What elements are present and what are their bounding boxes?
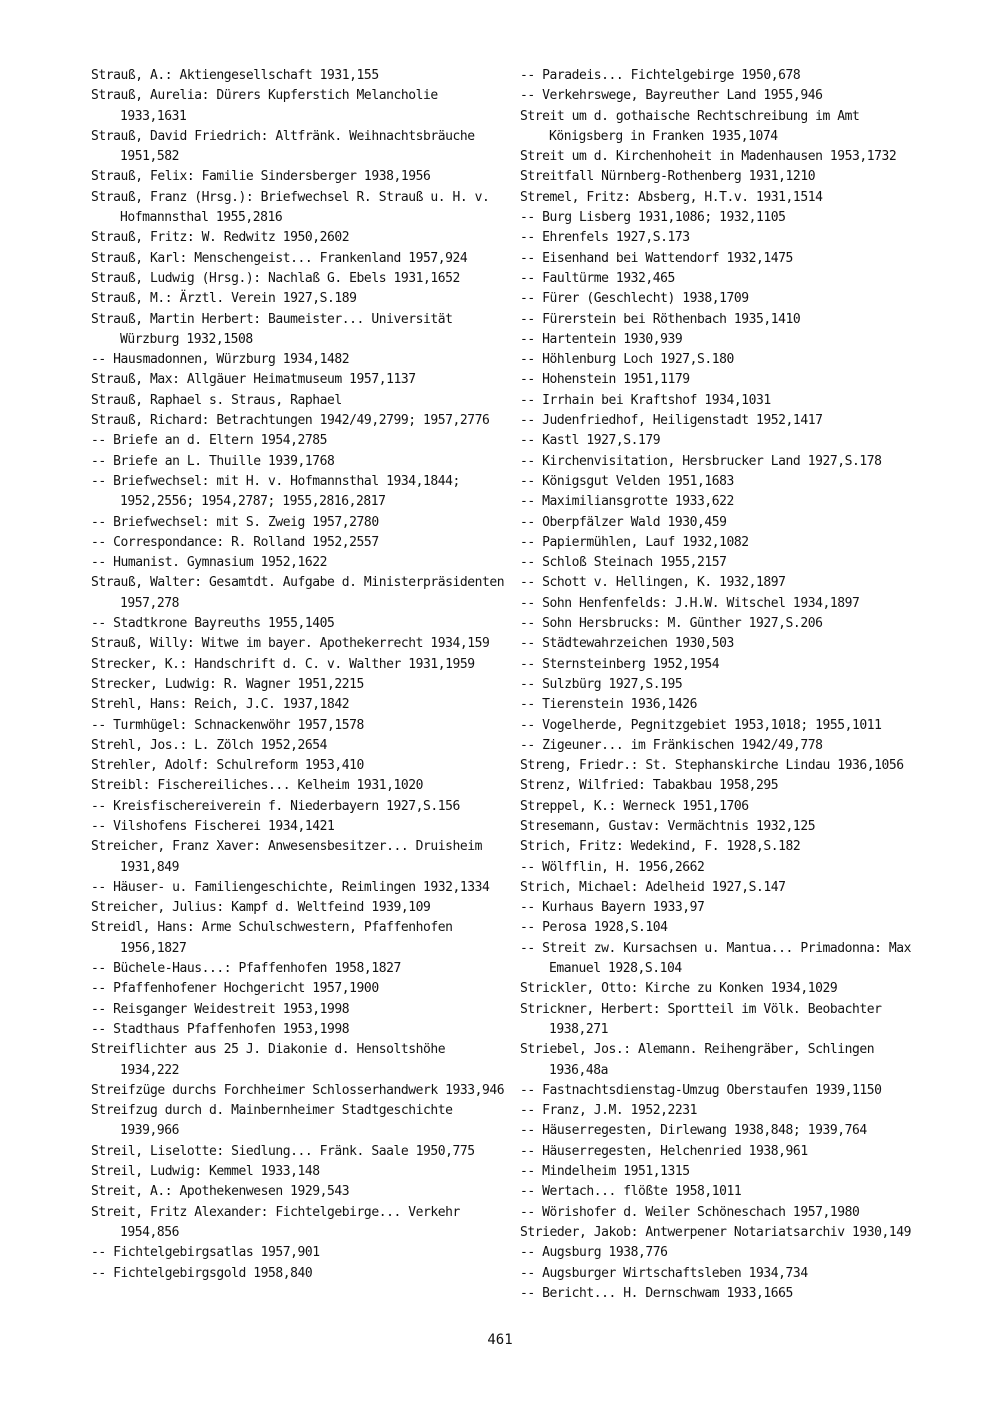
index-entry: Streil, Ludwig: Kemmel 1933,148 <box>91 1164 320 1180</box>
index-entry: Streitfall Nürnberg-Rothenberg 1931,1210 <box>520 169 816 185</box>
index-entry: Strehler, Adolf: Schulreform 1953,410 <box>91 758 364 774</box>
index-entry: -- Häuserregesten, Dirlewang 1938,848; 1939,764 <box>520 1123 867 1139</box>
index-entry: -- Oberpfälzer Wald 1930,459 <box>520 514 727 530</box>
index-entry: Strecker, Ludwig: R. Wagner 1951,2215 <box>91 676 364 692</box>
index-entry: -- Briefwechsel: mit H. v. Hofmannsthal 1934,1844; 1952,2556; 1954,2787; 1955,2816,2817 <box>91 473 460 510</box>
index-entry: -- Königsgut Velden 1951,1683 <box>520 473 734 489</box>
index-entry: -- Eisenhand bei Wattendorf 1932,1475 <box>520 250 793 266</box>
right-index-column <box>520 66 940 1304</box>
index-entry: Streil, Liselotte: Siedlung... Fränk. Saale 1950,775 <box>91 1143 475 1159</box>
index-entry: Stresemann, Gustav: Vermächtnis 1932,125 <box>520 818 816 834</box>
index-entry: Streidl, Hans: Arme Schulschwestern, Pfaffenhofen 1956,1827 <box>91 920 453 956</box>
index-entry: Strauß, Willy: Witwe im bayer. Apothekerrecht 1934,159 <box>91 636 490 652</box>
page-number: 461 <box>487 1332 513 1348</box>
index-entry: Strich, Michael: Adelheid 1927,S.147 <box>520 879 786 895</box>
index-entry: -- Tierenstein 1936,1426 <box>520 697 698 713</box>
index-entry: Stremel, Fritz: Absberg, H.T.v. 1931,1514 <box>520 189 823 205</box>
index-entry: -- Kastl 1927,S.179 <box>520 433 661 449</box>
index-entry: Strauß, Fritz: W. Redwitz 1950,2602 <box>91 230 350 246</box>
index-entry: -- Fürerstein bei Röthenbach 1935,1410 <box>520 311 801 327</box>
index-entry: -- Turmhügel: Schnackenwöhr 1957,1578 <box>91 717 364 733</box>
index-entry: -- Burg Lisberg 1931,1086; 1932,1105 <box>520 210 786 226</box>
index-entry: -- Schott v. Hellingen, K. 1932,1897 <box>520 575 786 591</box>
index-entry: -- Irrhain bei Kraftshof 1934,1031 <box>520 392 771 408</box>
index-entry: -- Fürer (Geschlecht) 1938,1709 <box>520 291 749 307</box>
index-entry: -- Häuserregesten, Helchenried 1938,961 <box>520 1143 808 1159</box>
index-entry: -- Augsburger Wirtschaftsleben 1934,734 <box>520 1265 808 1281</box>
index-entry: Strauß, David Friedrich: Altfränk. Weihnachtsbräuche 1951,582 <box>91 128 475 165</box>
index-entry: Strauß, Aurelia: Dürers Kupferstich Melancholie 1933,1631 <box>91 88 438 124</box>
index-entry: Strenz, Wilfried: Tabakbau 1958,295 <box>520 778 779 794</box>
index-entry: Streit um d. Kirchenhoheit in Madenhausen 1953,1732 <box>520 149 897 165</box>
index-entry: -- Sulzbürg 1927,S.195 <box>520 676 683 692</box>
index-entry: Strecker, K.: Handschrift d. C. v. Walther 1931,1959 <box>91 656 475 672</box>
index-entry: Strauß, Ludwig (Hrsg.): Nachlaß G. Ebels 1931,1652 <box>91 270 460 286</box>
index-entry: Strauß, Martin Herbert: Baumeister... Universität Würzburg 1932,1508 <box>91 311 453 347</box>
index-entry: -- Sohn Henfenfelds: J.H.W. Witschel 1934,1897 <box>520 595 860 611</box>
index-entry: -- Augsburg 1938,776 <box>520 1245 668 1261</box>
index-entry: Streifzug durch d. Mainbernheimer Stadtgeschichte 1939,966 <box>91 1103 453 1139</box>
index-entry: Strauß, Felix: Familie Sindersberger 1938,1956 <box>91 169 431 185</box>
index-entry: -- Pfaffenhofener Hochgericht 1957,1900 <box>91 981 379 997</box>
index-entry: -- Fichtelgebirgsgold 1958,840 <box>91 1265 313 1281</box>
index-entry: -- Franz, J.M. 1952,2231 <box>520 1103 698 1119</box>
index-entry: Strich, Fritz: Wedekind, F. 1928,S.182 <box>520 839 801 855</box>
index-entry: -- Kreisfischereiverein f. Niederbayern 1927,S.156 <box>91 798 460 814</box>
index-entry: -- Stadthaus Pfaffenhofen 1953,1998 <box>91 1021 350 1037</box>
index-entry: Strauß, Franz (Hrsg.): Briefwechsel R. Strauß u. H. v. Hofmannsthal 1955,2816 <box>91 189 490 226</box>
index-entry: -- Städtewahrzeichen 1930,503 <box>520 636 734 652</box>
index-entry: Strieder, Jakob: Antwerpener Notariatsarchiv 1930,149 <box>520 1224 911 1240</box>
index-entry: -- Papiermühlen, Lauf 1932,1082 <box>520 534 749 550</box>
index-entry: Streit, Fritz Alexander: Fichtelgebirge... Verkehr 1954,856 <box>91 1204 460 1240</box>
index-entry: -- Briefwechsel: mit S. Zweig 1957,2780 <box>91 514 379 530</box>
index-entry: Strauß, M.: Ärztl. Verein 1927,S.189 <box>91 291 357 307</box>
index-entry: -- Reisganger Weidestreit 1953,1998 <box>91 1001 350 1017</box>
index-entry: -- Kirchenvisitation, Hersbrucker Land 1927,S.178 <box>520 453 882 469</box>
index-entry: -- Correspondance: R. Rolland 1952,2557 <box>91 534 379 550</box>
index-entry: Streng, Friedr.: St. Stephanskirche Lindau 1936,1056 <box>520 758 904 774</box>
index-entry: -- Zigeuner... im Fränkischen 1942/49,778 <box>520 737 823 753</box>
index-entry: Streit, A.: Apothekenwesen 1929,543 <box>91 1184 350 1200</box>
index-entry: -- Kurhaus Bayern 1933,97 <box>520 900 705 916</box>
index-entry: -- Ehrenfels 1927,S.173 <box>520 230 690 246</box>
index-entry: Strauß, Walter: Gesamtdt. Aufgabe d. Ministerpräsidenten 1957,278 <box>91 575 505 611</box>
left-index-column <box>91 66 511 1284</box>
index-entry: -- Maximiliansgrotte 1933,622 <box>520 494 734 510</box>
index-entry: Strehl, Hans: Reich, J.C. 1937,1842 <box>91 697 350 713</box>
index-entry: Strauß, Raphael s. Straus, Raphael <box>91 392 342 408</box>
index-entry: -- Paradeis... Fichtelgebirge 1950,678 <box>520 68 801 83</box>
index-entry: Strauß, Richard: Betrachtungen 1942/49,2799; 1957,2776 <box>91 413 490 429</box>
index-entry: -- Büchele-Haus...: Pfaffenhofen 1958,1827 <box>91 961 401 977</box>
index-entry: Streit um d. gothaische Rechtschreibung im Amt Königsberg in Franken 1935,1074 <box>520 108 860 144</box>
index-entry: -- Perosa 1928,S.104 <box>520 920 668 936</box>
index-entry: -- Judenfriedhof, Heiligenstadt 1952,1417 <box>520 413 823 429</box>
index-entry: -- Faultürme 1932,465 <box>520 270 675 286</box>
index-entry: -- Streit zw. Kursachsen u. Mantua... Primadonna: Max Emanuel 1928,S.104 <box>520 940 911 977</box>
index-entry: -- Fichtelgebirgsatlas 1957,901 <box>91 1245 320 1261</box>
index-entry: -- Schloß Steinach 1955,2157 <box>520 555 727 571</box>
index-entry: Strauß, Max: Allgäuer Heimatmuseum 1957,1137 <box>91 372 416 388</box>
index-entry: -- Bericht... H. Dernschwam 1933,1665 <box>520 1285 793 1301</box>
index-entry: -- Höhlenburg Loch 1927,S.180 <box>520 352 734 368</box>
index-entry: Streppel, K.: Werneck 1951,1706 <box>520 798 749 814</box>
index-entry: Strauß, Karl: Menschengeist... Frankenland 1957,924 <box>91 250 468 266</box>
index-entry: -- Vilshofens Fischerei 1934,1421 <box>91 818 335 834</box>
index-entry: Strehl, Jos.: L. Zölch 1952,2654 <box>91 737 328 753</box>
index-entry: -- Stadtkrone Bayreuths 1955,1405 <box>91 616 335 632</box>
index-entry: Strauß, A.: Aktiengesellschaft 1931,155 <box>91 68 379 83</box>
index-entry: Streiflichter aus 25 J. Diakonie d. Hensoltshöhe 1934,222 <box>91 1042 446 1078</box>
index-entry: -- Hausmadonnen, Würzburg 1934,1482 <box>91 352 350 368</box>
index-entry: -- Mindelheim 1951,1315 <box>520 1164 690 1180</box>
index-entry: -- Hartentein 1930,939 <box>520 331 683 347</box>
index-entry: -- Wörishofer d. Weiler Schöneschach 1957,1980 <box>520 1204 860 1220</box>
index-entry: Strickner, Herbert: Sportteil im Völk. Beobachter 1938,271 <box>520 1001 882 1037</box>
index-entry: -- Vogelherde, Pegnitzgebiet 1953,1018; 1955,1011 <box>520 717 882 733</box>
index-entry: -- Wölfflin, H. 1956,2662 <box>520 859 705 875</box>
index-entry: -- Fastnachtsdienstag-Umzug Oberstaufen 1939,1150 <box>520 1082 882 1098</box>
index-entry: -- Hohenstein 1951,1179 <box>520 372 690 388</box>
index-entry: -- Wertach... flößte 1958,1011 <box>520 1184 742 1200</box>
index-entry: Streifzüge durchs Forchheimer Schlosserhandwerk 1933,946 <box>91 1082 505 1098</box>
index-entry: -- Sohn Hersbrucks: M. Günther 1927,S.206 <box>520 616 823 632</box>
index-entry: Streicher, Julius: Kampf d. Weltfeind 1939,109 <box>91 900 431 916</box>
index-entry: Striebel, Jos.: Alemann. Reihengräber, Schlingen 1936,48a <box>520 1042 875 1078</box>
index-entry: -- Häuser- u. Familiengeschichte, Reimlingen 1932,1334 <box>91 879 490 895</box>
index-entry: Strickler, Otto: Kirche zu Konken 1934,1029 <box>520 981 838 997</box>
index-entry: -- Sternsteinberg 1952,1954 <box>520 656 720 672</box>
index-entry: Streicher, Franz Xaver: Anwesensbesitzer... Druisheim 1931,849 <box>91 839 482 875</box>
index-entry: -- Briefe an d. Eltern 1954,2785 <box>91 433 328 449</box>
index-entry: -- Briefe an L. Thuille 1939,1768 <box>91 453 335 469</box>
index-entry: -- Verkehrswege, Bayreuther Land 1955,946 <box>520 88 823 104</box>
index-entry: -- Humanist. Gymnasium 1952,1622 <box>91 555 328 571</box>
index-entry: Streibl: Fischereiliches... Kelheim 1931,1020 <box>91 778 423 794</box>
